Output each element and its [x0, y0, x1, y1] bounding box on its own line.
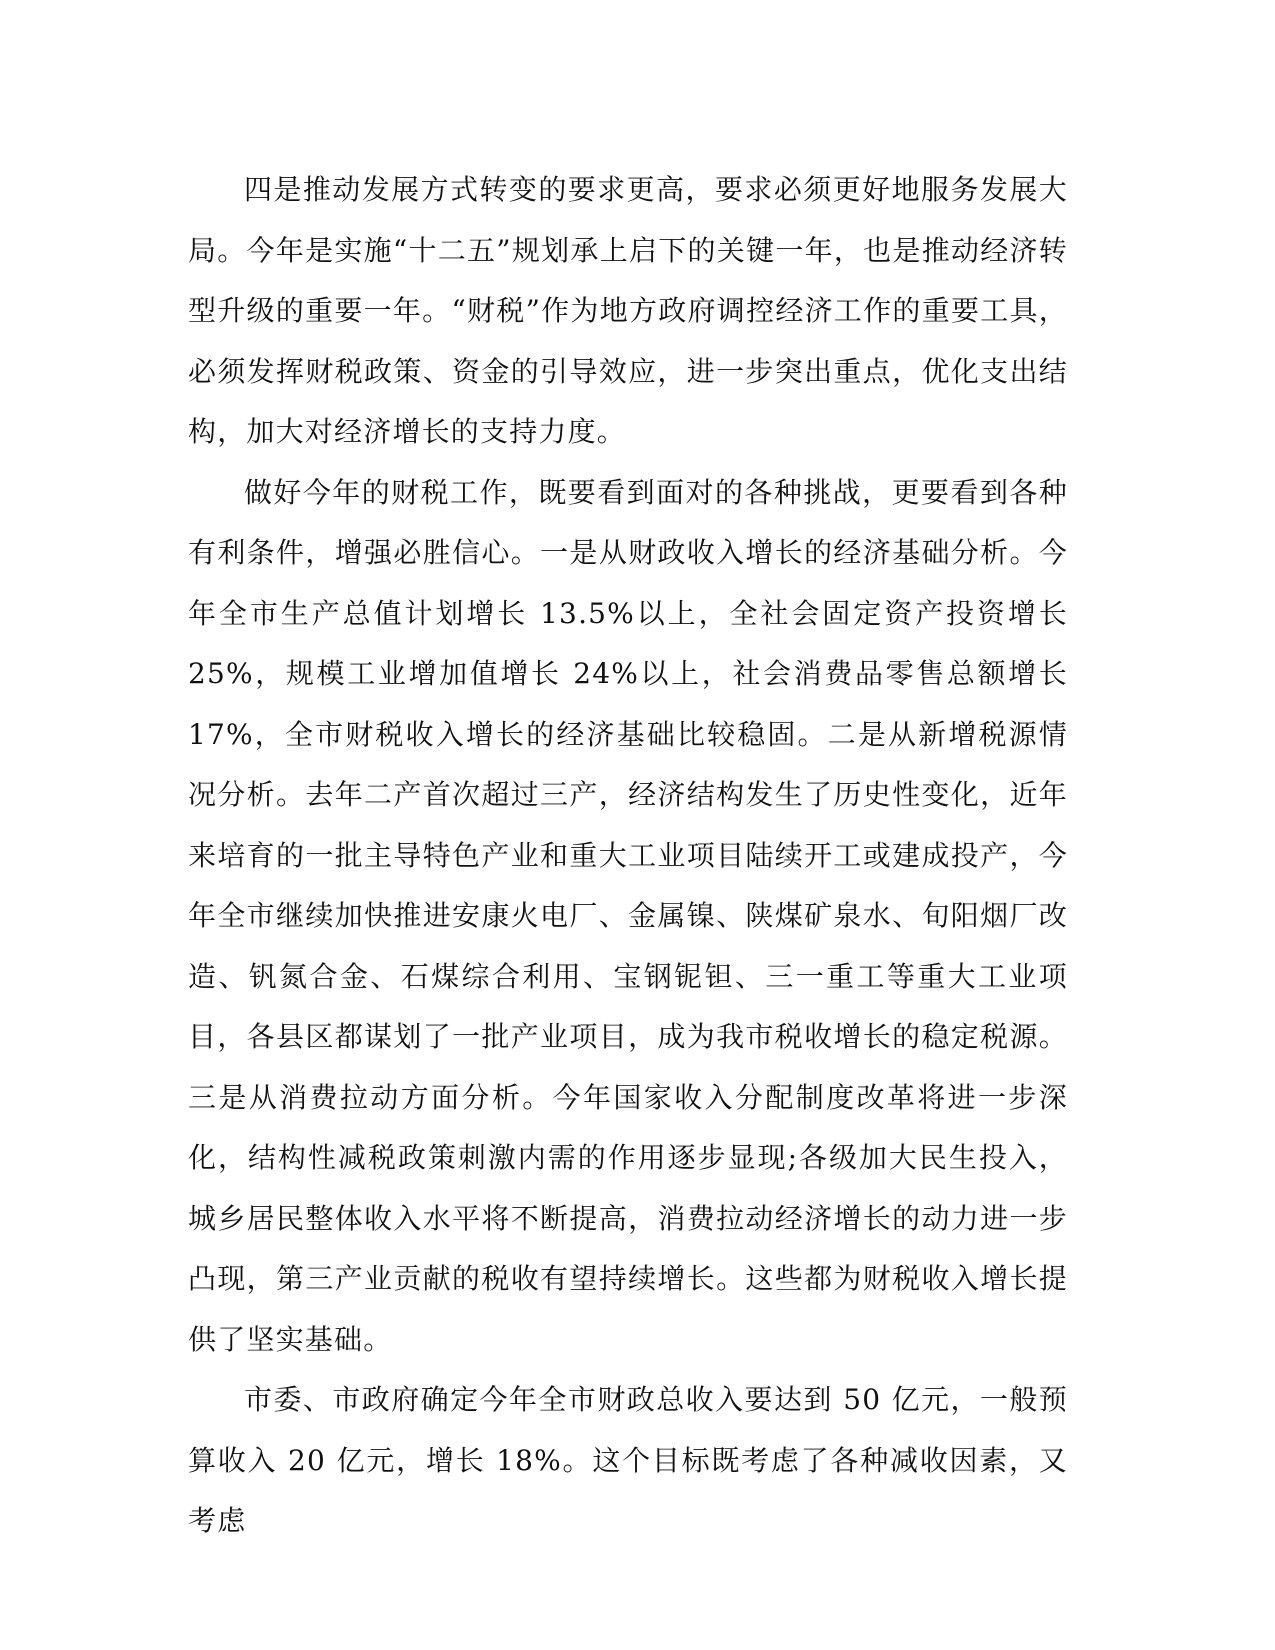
document-body — [188, 160, 1068, 1552]
paragraph-favorable-conditions: 做好今年的财税工作，既要看到面对的各种挑战，更要看到各种有利条件，增强必胜信心。一是从财政收入增长的经济基础分析。今年全市生产总值计划增长 13.5%以上，全社会固定资产投资增长 25%，规模工业增加值增长 24%以上，社会消费品零售总额增长 17%，全市财税收入增长的经济基础比较稳固。二是从新增税源情况分析。去年二产首次超过三产，经济结构发生了历史性变化，近年来培育的一批主导特色产业和重大工业项目陆续开工或建成投产，今年全市继续加快推进安康火电厂、金属镍、陕煤矿泉水、旬阳烟厂改造、钒氮合金、石煤综合利用、宝钢铌钽、三一重工等重大工业项目，各县区都谋划了一批产业项目，成为我市税收增长的稳定税源。三是从消费拉动方面分析。今年国家收入分配制度改革将进一步深化，结构性减税政策刺激内需的作用逐步显现;各级加大民生投入，城乡居民整体收入水平将不断提高，消费拉动经济增长的动力进一步凸现，第三产业贡献的税收有望持续增长。这些都为财税收入增长提供了坚实基础。 — [188, 475, 1068, 1356]
paragraph-development-mode: 四是推动发展方式转变的要求更高，要求必须更好地服务发展大局。今年是实施“十二五”规划承上启下的关键一年，也是推动经济转型升级的重要一年。“财税”作为地方政府调控经济工作的重要工具，必须发挥财税政策、资金的引导效应，进一步突出重点，优化支出结构，加大对经济增长的支持力度。 — [188, 173, 1068, 448]
paragraph-revenue-target: 市委、市政府确定今年全市财政总收入要达到 50 亿元，一般预算收入 20 亿元，增长 18%。这个目标既考虑了各种减收因素，又考虑 — [188, 1383, 1068, 1537]
